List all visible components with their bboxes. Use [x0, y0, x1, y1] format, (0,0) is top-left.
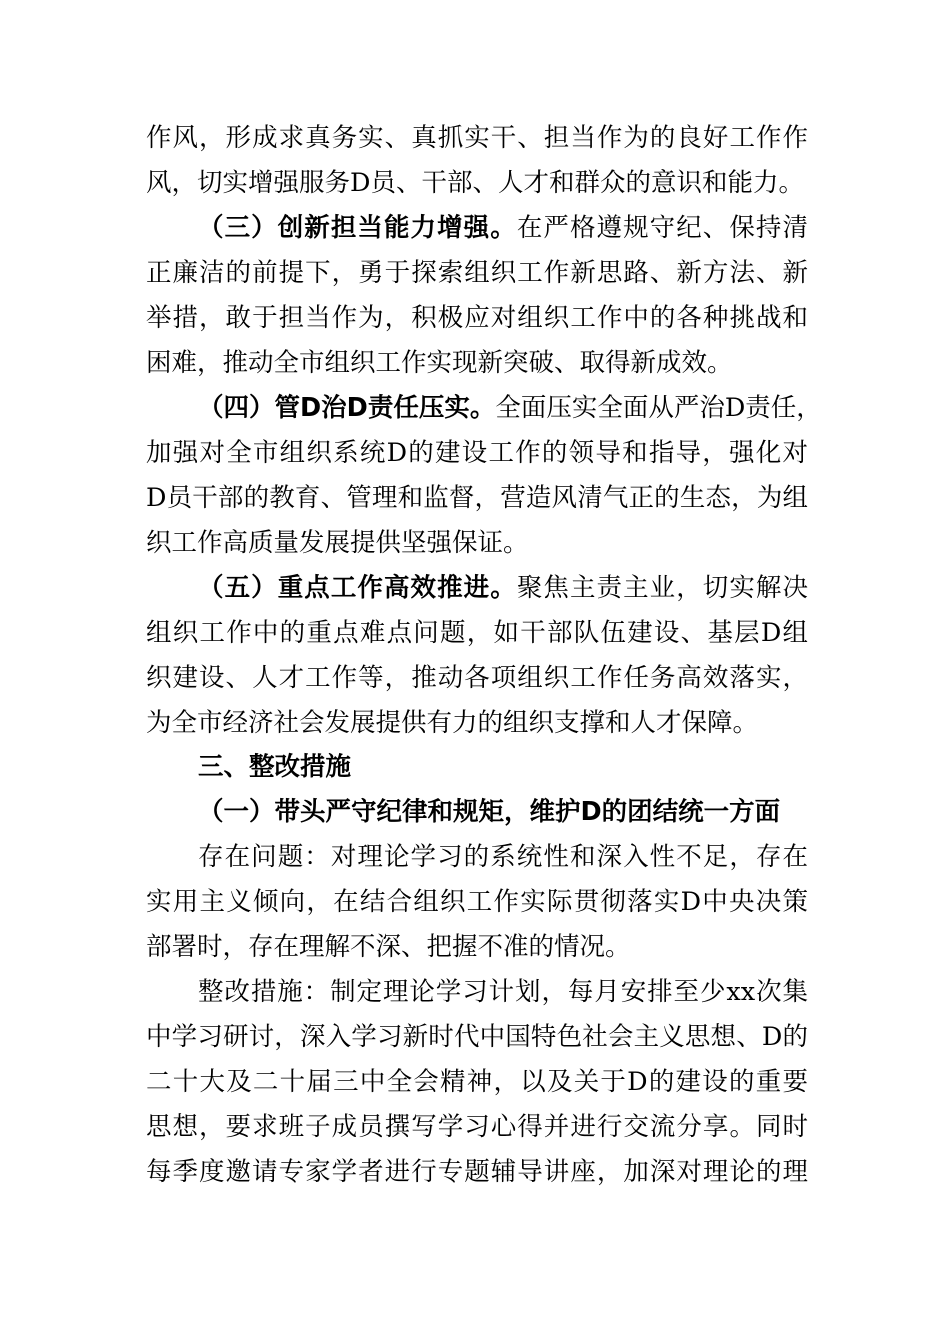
paragraph-line	[146, 341, 808, 386]
line-text: 中学习研讨，深入学习新时代中国特色社会主义思想、D的	[146, 1022, 808, 1052]
subsection-lead: （三）创新担当能力增强。	[198, 213, 517, 243]
line-text: 正廉洁的前提下，勇于探索组织工作新思路、新方法、新	[146, 258, 808, 288]
paragraph-line	[146, 521, 808, 566]
paragraph-line	[198, 206, 808, 251]
line-text: 每季度邀请专家学者进行专题辅导讲座，加深对理论的理	[146, 1157, 808, 1187]
paragraph-line	[198, 566, 808, 611]
line-text: 困难，推动全市组织工作实现新突破、取得新成效。	[146, 348, 733, 378]
paragraph-line	[198, 835, 808, 880]
line-text: 二十大及二十届三中全会精神，以及关于D的建设的重要	[146, 1067, 808, 1097]
line-text: 加强对全市组织系统D的建设工作的领导和指导，强化对	[146, 438, 808, 468]
line-text: D员干部的教育、管理和监督，营造风清气正的生态，为组	[146, 483, 808, 513]
line-text: 存在问题：对理论学习的系统性和深入性不足，存在	[198, 842, 808, 872]
paragraph-line	[146, 431, 808, 476]
paragraph-line	[146, 1105, 808, 1150]
line-text: 在严格遵规守纪、保持清	[516, 213, 808, 243]
paragraph-line	[146, 116, 808, 161]
line-text: 全面压实全面从严治D责任，	[495, 393, 822, 423]
paragraph-line	[146, 296, 808, 341]
line-text: 为全市经济社会发展提供有力的组织支撑和人才保障。	[146, 708, 759, 738]
paragraph-line	[146, 656, 808, 701]
line-text: 组织工作中的重点难点问题，如干部队伍建设、基层D组	[146, 618, 808, 648]
line-text: 思想，要求班子成员撰写学习心得并进行交流分享。同时	[146, 1112, 808, 1142]
paragraph-line	[146, 251, 808, 296]
paragraph-line	[198, 386, 822, 431]
line-text: 实用主义倾向，在结合组织工作实际贯彻落实D中央决策	[146, 887, 808, 917]
line-text: 作风，形成求真务实、真抓实干、担当作为的良好工作作	[146, 123, 808, 153]
paragraph-line	[146, 1060, 808, 1105]
section-heading	[198, 745, 598, 790]
paragraph-line	[146, 1150, 808, 1195]
subsection-lead: （四）管D治D责任压实。	[198, 393, 496, 423]
paragraph-line	[146, 476, 808, 521]
subsection-lead: （五）重点工作高效推进。	[198, 573, 517, 603]
paragraph-line	[146, 701, 808, 746]
paragraph-line	[146, 880, 808, 925]
line-text: 风，切实增强服务D员、干部、人才和群众的意识和能力。	[146, 168, 804, 198]
heading-text: 三、整改措施	[198, 752, 352, 782]
paragraph-line	[146, 611, 808, 656]
paragraph-line	[146, 1015, 808, 1060]
line-text: 织建设、人才工作等，推动各项组织工作任务高效落实，	[146, 663, 808, 693]
heading-text: （一）带头严守纪律和规矩，维护D的团结统一方面	[198, 797, 781, 827]
line-text: 聚焦主责主业，切实解决	[516, 573, 808, 603]
paragraph-line	[198, 970, 808, 1015]
line-text: 织工作高质量发展提供坚强保证。	[146, 528, 529, 558]
paragraph-line	[146, 925, 808, 970]
line-text: 部署时，存在理解不深、把握不准的情况。	[146, 932, 631, 962]
paragraph-line	[146, 161, 808, 206]
subsection-heading	[198, 790, 818, 835]
line-text: 举措，敢于担当作为，积极应对组织工作中的各种挑战和	[146, 303, 808, 333]
line-text: 整改措施：制定理论学习计划，每月安排至少xx次集	[198, 977, 808, 1007]
